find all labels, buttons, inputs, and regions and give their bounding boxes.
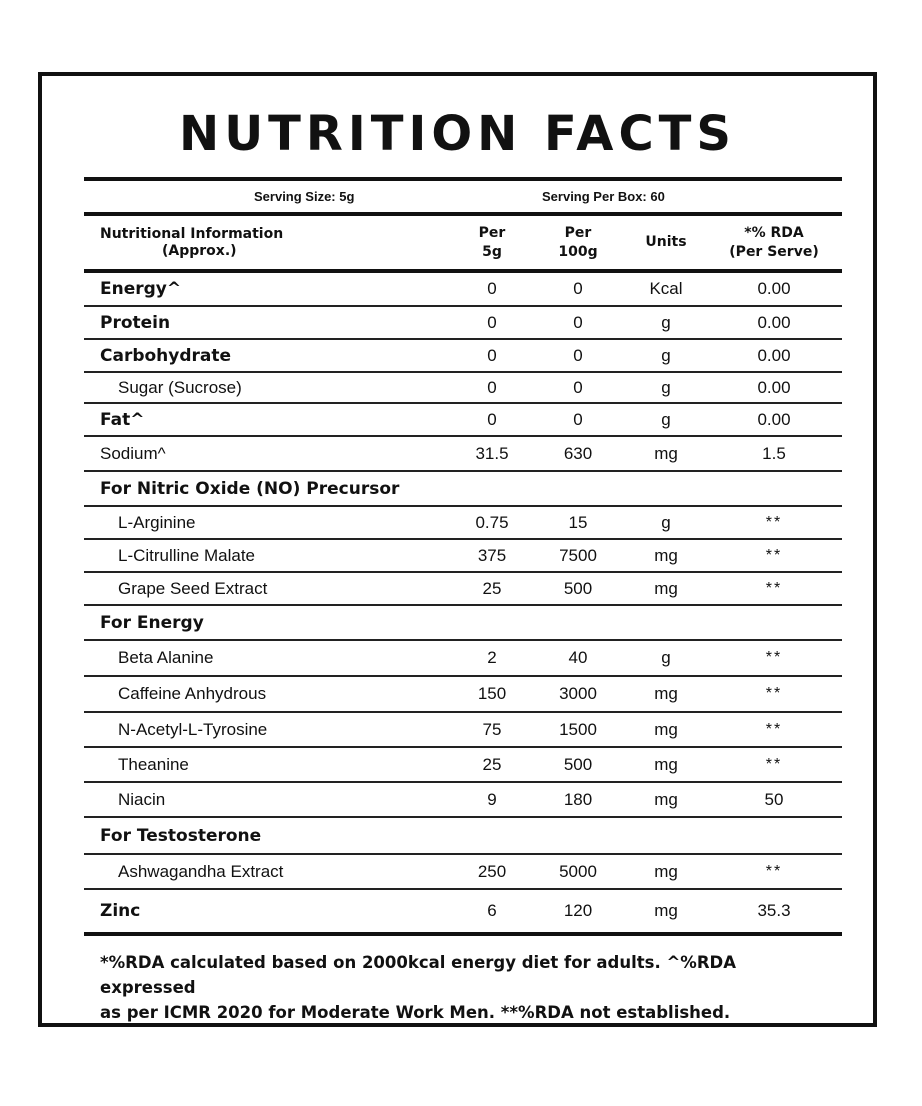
value-per-100g: 500 xyxy=(563,754,593,774)
rda-value: ** xyxy=(765,685,783,702)
unit: mg xyxy=(654,443,678,463)
unit: mg xyxy=(654,789,678,809)
row-label: Fat^ xyxy=(100,409,145,430)
value-per-100g: 0 xyxy=(573,409,583,429)
row-label: Caffeine Anhydrous xyxy=(118,684,267,703)
divider xyxy=(84,932,842,936)
rda-value: 1.5 xyxy=(762,443,786,463)
table-row xyxy=(84,677,842,711)
value-per-100g: 40 xyxy=(568,648,588,667)
table-row xyxy=(84,472,842,505)
value-per-5g: 0 xyxy=(487,279,497,298)
value-per-100g: 3000 xyxy=(559,684,597,703)
value-per-5g: 0 xyxy=(487,377,497,397)
row-label: Carbohydrate xyxy=(100,345,232,366)
header-units-label: Units xyxy=(645,234,687,250)
value-per-5g: 0 xyxy=(487,312,497,332)
row-label: Ashwagandha Extract xyxy=(118,861,284,881)
rda-value: 35.3 xyxy=(757,901,791,920)
rda-value: ** xyxy=(765,513,783,531)
row-label: For Testosterone xyxy=(100,825,262,846)
table-row xyxy=(84,573,842,604)
value-per-5g: 0.75 xyxy=(475,512,509,532)
table-row xyxy=(84,307,842,338)
value-per-5g: 2 xyxy=(487,648,497,667)
table-row xyxy=(84,748,842,781)
table-row xyxy=(84,713,842,746)
header-info-line2: (Approx.) xyxy=(162,242,237,259)
row-label: Sodium^ xyxy=(100,443,166,463)
rda-value: 0.00 xyxy=(757,345,791,365)
value-per-5g: 0 xyxy=(487,409,497,429)
header-info-line1: Nutritional Information xyxy=(100,225,284,242)
value-per-100g: 0 xyxy=(573,312,583,332)
table-header xyxy=(84,216,842,269)
value-per-5g: 75 xyxy=(482,719,502,739)
unit: g xyxy=(661,409,671,429)
row-label: Grape Seed Extract xyxy=(118,578,268,598)
unit: Kcal xyxy=(649,279,683,298)
page-title: NUTRITION FACTS xyxy=(179,106,736,162)
value-per-100g: 0 xyxy=(573,345,583,365)
unit: mg xyxy=(654,578,678,598)
unit: mg xyxy=(654,719,678,739)
table-row xyxy=(84,641,842,675)
rda-value: ** xyxy=(765,862,783,880)
table-row xyxy=(84,404,842,435)
unit: mg xyxy=(654,861,678,881)
table-row xyxy=(84,818,842,853)
row-label: L-Arginine xyxy=(118,512,196,532)
unit: g xyxy=(661,312,671,332)
serving-size: Serving Size: 5g xyxy=(254,189,355,204)
value-per-100g: 0 xyxy=(573,377,583,397)
row-label: For Energy xyxy=(100,612,204,633)
unit: mg xyxy=(654,901,678,920)
servings-per-box: Serving Per Box: 60 xyxy=(542,189,665,204)
row-label: N-Acetyl-L-Tyrosine xyxy=(118,719,268,739)
header-per-100g-line1: Per xyxy=(564,224,592,241)
rda-value: 0.00 xyxy=(757,312,791,332)
rda-value: 0.00 xyxy=(757,409,791,429)
rda-value: 50 xyxy=(764,789,784,809)
serving-row xyxy=(84,181,842,212)
table-row xyxy=(84,855,842,888)
table-row xyxy=(84,540,842,571)
value-per-100g: 500 xyxy=(563,578,593,598)
table-row xyxy=(84,507,842,538)
footnote xyxy=(100,950,829,1025)
header-per-100g-line2: 100g xyxy=(558,243,598,260)
table-row xyxy=(84,437,842,470)
value-per-5g: 250 xyxy=(477,861,507,881)
row-label: Theanine xyxy=(118,754,189,774)
table-row xyxy=(84,783,842,816)
value-per-5g: 31.5 xyxy=(475,443,509,463)
row-label: Niacin xyxy=(118,789,166,809)
unit: g xyxy=(661,377,671,397)
unit: mg xyxy=(654,754,678,774)
rda-value: ** xyxy=(765,649,783,666)
unit: g xyxy=(661,512,671,532)
value-per-100g: 180 xyxy=(563,789,593,809)
header-per-100g xyxy=(540,216,616,269)
rda-value: 0.00 xyxy=(757,377,791,397)
table-row xyxy=(84,340,842,371)
header-per-5g-line2: 5g xyxy=(482,243,502,260)
value-per-100g: 5000 xyxy=(559,861,597,881)
value-per-5g: 25 xyxy=(482,754,502,774)
row-label: Protein xyxy=(100,312,171,333)
value-per-100g: 630 xyxy=(563,443,593,463)
table-body xyxy=(84,273,842,936)
value-per-100g: 0 xyxy=(573,279,583,298)
rda-value: ** xyxy=(765,720,783,738)
header-rda-line2: (Per Serve) xyxy=(729,243,819,260)
value-per-100g: 7500 xyxy=(559,545,597,565)
unit: g xyxy=(661,648,671,667)
header-per-5g-line1: Per xyxy=(478,224,506,241)
value-per-100g: 1500 xyxy=(559,719,597,739)
table-row xyxy=(84,273,842,305)
value-per-5g: 25 xyxy=(482,578,502,598)
value-per-5g: 375 xyxy=(477,545,507,565)
footnote-line1: *%RDA calculated based on 2000kcal energy diet for adults. ^%RDA expressed xyxy=(100,953,737,997)
value-per-5g: 150 xyxy=(477,684,507,703)
value-per-5g: 0 xyxy=(487,345,497,365)
rda-value: ** xyxy=(765,755,783,773)
value-per-5g: 9 xyxy=(487,789,497,809)
row-label: Sugar (Sucrose) xyxy=(118,377,242,397)
unit: mg xyxy=(654,545,678,565)
unit: g xyxy=(661,345,671,365)
row-label: Energy^ xyxy=(100,279,182,299)
rda-value: ** xyxy=(765,579,783,597)
nutrition-table xyxy=(84,177,842,936)
header-per-5g xyxy=(454,216,530,269)
table-row xyxy=(84,606,842,639)
header-info xyxy=(100,216,440,269)
rda-value: 0.00 xyxy=(757,279,791,298)
header-rda xyxy=(714,216,834,269)
row-label: Beta Alanine xyxy=(118,648,214,667)
row-label: For Nitric Oxide (NO) Precursor xyxy=(100,478,400,499)
unit: mg xyxy=(654,684,678,703)
footnote-line2: as per ICMR 2020 for Moderate Work Men. **%RDA not established. xyxy=(100,1003,731,1022)
value-per-100g: 15 xyxy=(568,512,588,532)
row-label: L-Citrulline Malate xyxy=(118,545,255,565)
header-rda-line1: *% RDA xyxy=(744,224,804,241)
value-per-100g: 120 xyxy=(563,901,593,920)
row-label: Zinc xyxy=(100,901,141,921)
rda-value: ** xyxy=(765,546,783,564)
value-per-5g: 6 xyxy=(487,901,497,920)
nutrition-facts-panel xyxy=(38,72,877,1027)
table-row xyxy=(84,373,842,402)
table-row xyxy=(84,890,842,932)
header-units xyxy=(628,216,704,269)
